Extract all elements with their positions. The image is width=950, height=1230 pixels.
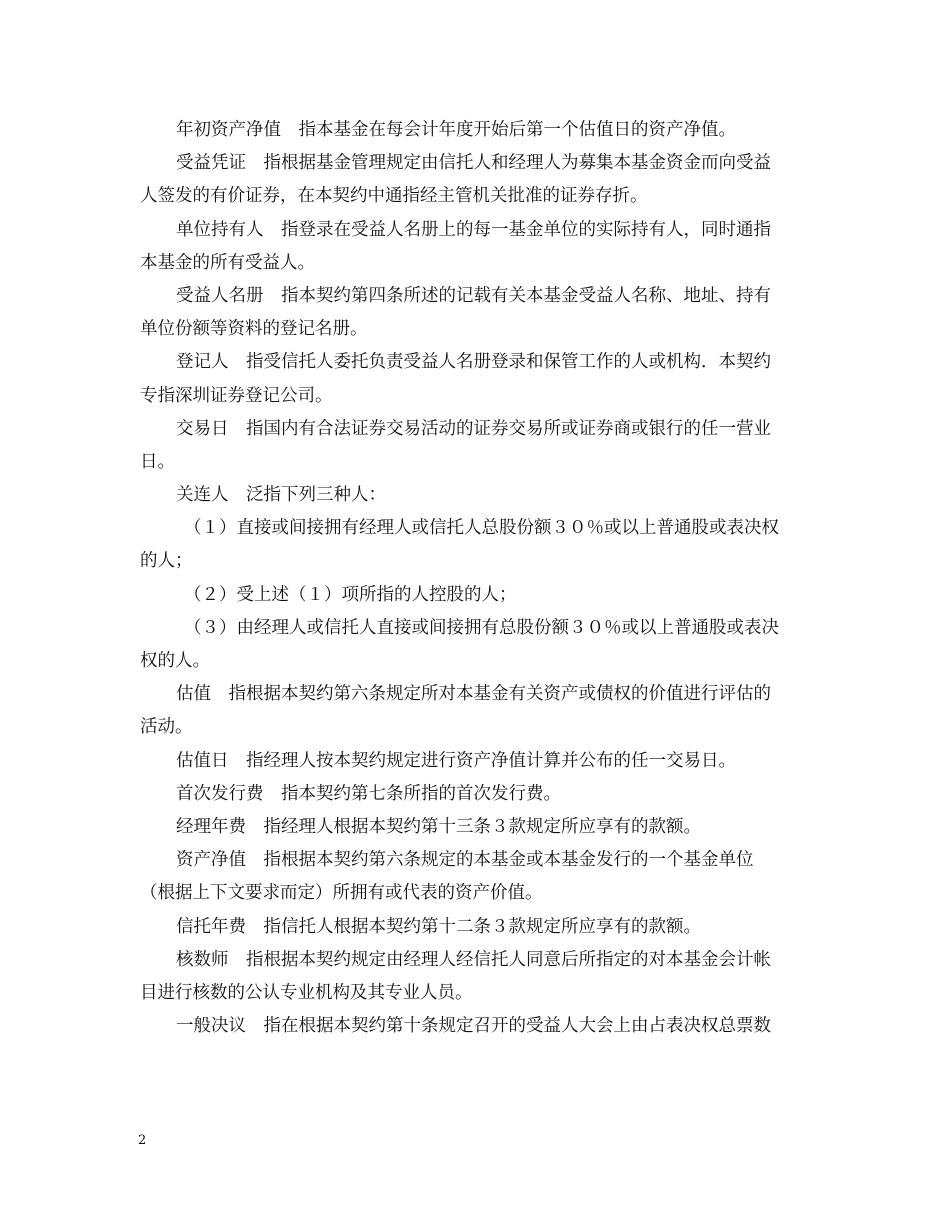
paragraph-line: 受益凭证 指根据基金管理规定由信托人和经理人为募集本基金资金而向受益 <box>176 153 771 174</box>
paragraph <box>140 678 812 744</box>
paragraph-line: 活动。 <box>140 717 193 738</box>
page-number: 2 <box>138 1133 147 1148</box>
paragraph-line: 单位份额等资料的登记名册。 <box>140 319 368 340</box>
paragraph-line: 年初资产净值 指本基金在每会计年度开始后第一个估值日的资产净值。 <box>176 120 736 140</box>
paragraph <box>140 745 812 778</box>
paragraph-line: 核数师 指根据本契约规定由经理人经信托人同意后所指定的对本基金会计帐 <box>176 949 771 970</box>
paragraph-line: 一般决议 指在根据本契约第十条规定召开的受益人大会上由占表决权总票数 <box>176 1016 771 1037</box>
paragraph-line: 信托年费 指信托人根据本契约第十二条３款规定所应享有的款额。 <box>176 916 701 937</box>
paragraph <box>140 114 812 147</box>
paragraph-line: （２）受上述（１）项所指的人控股的人； <box>184 584 517 605</box>
paragraph-line: 专指深圳证券登记公司。 <box>140 385 333 406</box>
paragraph <box>140 214 812 280</box>
paragraph <box>140 579 812 612</box>
paragraph-line: 日。 <box>140 451 175 472</box>
paragraph-line: （根据上下文要求而定）所拥有或代表的资产价值。 <box>140 883 543 904</box>
paragraph-line: 人签发的有价证券，在本契约中通指经主管机关批准的证券存折。 <box>140 186 648 207</box>
paragraph <box>140 778 812 811</box>
paragraph-line: 的人； <box>140 551 193 572</box>
paragraph-line: 估值 指根据本契约第六条规定所对本基金有关资产或债权的价值进行评估的 <box>176 684 771 705</box>
paragraph-line: 权的人。 <box>140 651 210 671</box>
paragraph <box>140 944 812 1010</box>
paragraph <box>140 346 812 412</box>
paragraph <box>140 612 812 678</box>
paragraph-line: 交易日 指国内有合法证券交易活动的证券交易所或证券商或银行的任一营业 <box>176 418 771 439</box>
paragraph <box>140 844 812 910</box>
paragraph <box>140 413 812 479</box>
paragraph <box>140 512 812 578</box>
paragraph-line: 受益人名册 指本契约第四条所述的记载有关本基金受益人名称、地址、持有 <box>176 285 771 306</box>
paragraph <box>140 911 812 944</box>
paragraph-line: 关连人 泛指下列三种人： <box>176 485 386 506</box>
paragraph-line: 首次发行费 指本契约第七条所指的首次发行费。 <box>176 783 561 804</box>
paragraph-line: 登记人 指受信托人委托负责受益人名册登录和保管工作的人或机构．本契约 <box>176 352 771 373</box>
paragraph-line: 资产净值 指根据本契约第六条规定的本基金或本基金发行的一个基金单位 <box>176 850 754 871</box>
paragraph <box>140 1010 812 1043</box>
paragraph-line: 单位持有人 指登录在受益人名册上的每一基金单位的实际持有人，同时通指 <box>176 219 771 240</box>
paragraph <box>140 811 812 844</box>
paragraph-line: （３）由经理人或信托人直接或间接拥有总股份额３０％或以上普通股或表决 <box>184 617 779 638</box>
paragraph <box>140 479 812 512</box>
document-body <box>140 114 812 1043</box>
paragraph <box>140 147 812 213</box>
paragraph-line: 目进行核数的公认专业机构及其专业人员。 <box>140 982 473 1003</box>
paragraph <box>140 280 812 346</box>
paragraph-line: （１）直接或间接拥有经理人或信托人总股份额３０％或以上普通股或表决权 <box>184 518 779 539</box>
paragraph-line: 本基金的所有受益人。 <box>140 252 315 273</box>
paragraph-line: 经理年费 指经理人根据本契约第十三条３款规定所应享有的款额。 <box>176 816 701 837</box>
paragraph-line: 估值日 指经理人按本契约规定进行资产净值计算并公布的任一交易日。 <box>176 750 736 771</box>
